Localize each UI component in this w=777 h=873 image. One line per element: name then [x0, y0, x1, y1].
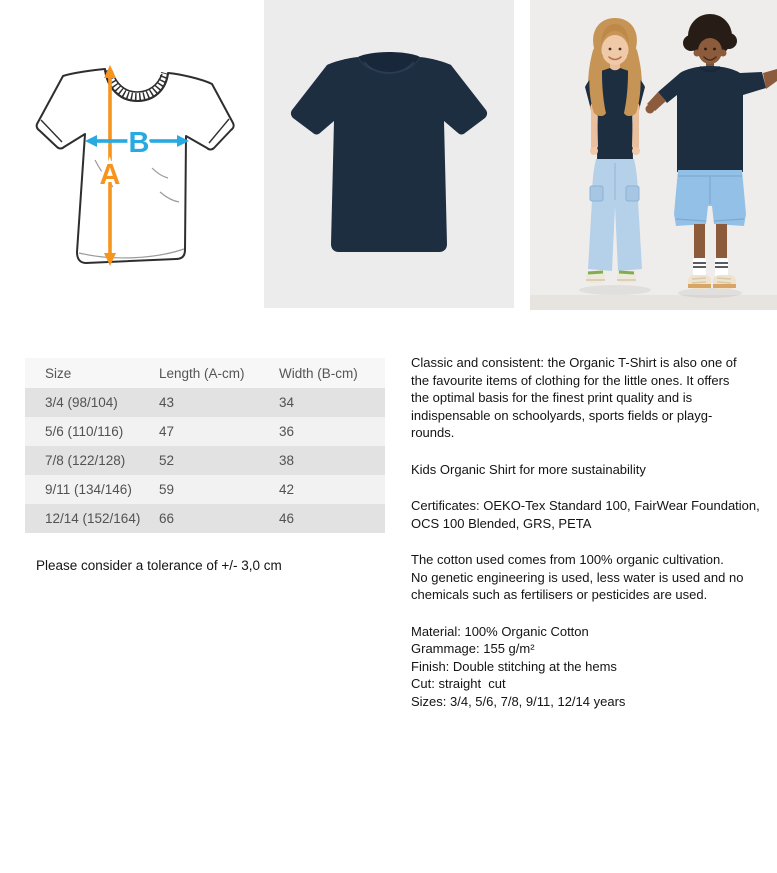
- spec-sizes: Sizes: 3/4, 5/6, 7/8, 9/11, 12/14 years: [411, 693, 626, 709]
- cotton-paragraph: The cotton used comes from 100% organic cultivation. No genetic engineering is used, less water is used and no chemicals such as fertilisers or pesticides are used.: [411, 552, 744, 602]
- table-row: [25, 388, 385, 417]
- description-intro: Classic and consistent: the Organic T-Shirt is also one of the favourite items of clothing for the little ones. It offers the optimal basis for the finest print quality and is indispensable on schoolyards, sports fields or playg- rounds.: [411, 355, 737, 440]
- product-photo: [264, 0, 514, 308]
- size-cell: 7/8 (122/128): [25, 446, 158, 475]
- length-cell: 52: [158, 446, 278, 475]
- kids-models-illustration: [530, 0, 777, 310]
- size-cell: 3/4 (98/104): [25, 388, 158, 417]
- size-diagram-image: [0, 0, 256, 308]
- col-header-width: Width (B-cm): [278, 358, 385, 388]
- label-a: A: [99, 159, 121, 191]
- girl-sneakers: [586, 271, 636, 283]
- spec-grammage: Grammage: 155 g/m²: [411, 641, 535, 656]
- specs-list: [411, 623, 777, 711]
- length-cell: 66: [158, 504, 278, 533]
- table-row: [25, 504, 385, 533]
- width-cell: 36: [278, 417, 385, 446]
- boy-sneakers: [688, 275, 736, 289]
- width-cell: 46: [278, 504, 385, 533]
- length-cell: 43: [158, 388, 278, 417]
- table-row: [25, 446, 385, 475]
- width-cell: 38: [278, 446, 385, 475]
- width-cell: 42: [278, 475, 385, 504]
- length-cell: 47: [158, 417, 278, 446]
- size-cell: 12/14 (152/164): [25, 504, 158, 533]
- certificates-paragraph: Certificates: OEKO-Tex Standard 100, FairWear Foundation, OCS 100 Blended, GRS, PETA: [411, 498, 760, 531]
- tshirt-silhouette: [291, 57, 487, 252]
- sustainability-line: Kids Organic Shirt for more sustainability: [411, 461, 646, 477]
- spec-finish: Finish: Double stitching at the hems: [411, 658, 617, 674]
- label-b: B: [128, 127, 150, 159]
- boy-tshirt: [658, 66, 766, 172]
- models-photo: [530, 0, 777, 310]
- navy-tshirt-flatlay: [264, 0, 514, 308]
- size-table: [25, 358, 385, 533]
- spec-material: Material: 100% Organic Cotton: [411, 623, 589, 639]
- size-table-header-row: [25, 358, 385, 388]
- girl-face: [602, 35, 629, 65]
- size-cell: 5/6 (110/116): [25, 417, 158, 446]
- boy-model: [646, 14, 777, 289]
- product-description: [411, 354, 777, 729]
- table-row: [25, 417, 385, 446]
- col-header-length: Length (A-cm): [158, 358, 278, 388]
- size-cell: 9/11 (134/146): [25, 475, 158, 504]
- girl-model: [585, 18, 645, 283]
- length-cell: 59: [158, 475, 278, 504]
- width-cell: 34: [278, 388, 385, 417]
- tshirt-measurement-drawing: [0, 0, 256, 308]
- tolerance-note: Please consider a tolerance of +/- 3,0 cm: [36, 558, 282, 573]
- col-header-size: Size: [25, 358, 158, 388]
- spec-cut: Cut: straight cut: [411, 676, 506, 691]
- table-row: [25, 475, 385, 504]
